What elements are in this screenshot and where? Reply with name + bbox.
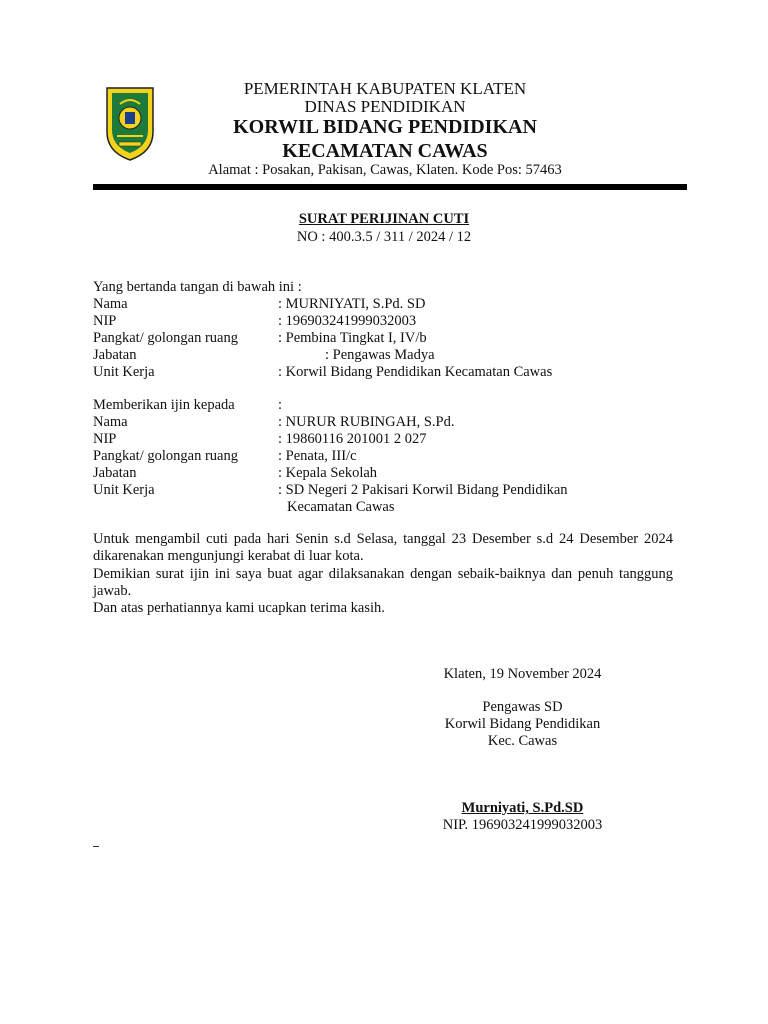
recipient-unit-value-line2: Kecamatan Cawas bbox=[287, 499, 395, 515]
signer-signature-name: Murniyati, S.Pd.SD bbox=[461, 800, 584, 816]
signer-role-1: Pengawas SD bbox=[482, 699, 563, 715]
klaten-regency-emblem-icon bbox=[105, 86, 155, 162]
recipient-unit-label: Unit Kerja bbox=[93, 482, 155, 498]
signer-position-value: : Pengawas Madya bbox=[325, 347, 435, 363]
signer-nip: NIP. 196903241999032003 bbox=[442, 817, 603, 833]
leave-description: Untuk mengambil cuti pada hari Senin s.d Selasa, tanggal 23 Desember s.d 24 Desember 2024 dikarenakan mengunjungi kerabat di luar kota. bbox=[93, 531, 673, 564]
letter-number: NO : 400.3.5 / 311 / 2024 / 12 bbox=[296, 229, 472, 245]
place-date: Klaten, 19 November 2024 bbox=[443, 666, 602, 682]
office-name: KORWIL BIDANG PENDIDIKAN bbox=[233, 116, 537, 138]
recipient-unit-value-line1: : SD Negeri 2 Pakisari Korwil Bidang Pendidikan bbox=[278, 482, 568, 498]
signer-unit-label: Unit Kerja bbox=[93, 364, 155, 380]
recipient-nip-label: NIP bbox=[93, 431, 117, 447]
recipient-nip-value: : 19860116 201001 2 027 bbox=[278, 431, 427, 447]
signer-position-label: Jabatan bbox=[93, 347, 137, 363]
thank-you-line: Dan atas perhatiannya kami ucapkan terima kasih. bbox=[93, 600, 385, 616]
recipient-position-label: Jabatan bbox=[93, 465, 137, 481]
signer-unit-value: : Korwil Bidang Pendidikan Kecamatan Cawas bbox=[278, 364, 553, 380]
signer-name-label: Nama bbox=[93, 296, 128, 312]
recipient-position-value: : Kepala Sekolah bbox=[278, 465, 378, 481]
letter-title: SURAT PERIJINAN CUTI bbox=[298, 211, 470, 227]
recipient-rank-value: : Penata, III/c bbox=[278, 448, 357, 464]
district-name: KECAMATAN CAWAS bbox=[282, 140, 488, 162]
closing-statement: Demikian surat ijin ini saya buat agar dilaksanakan dengan sebaik-baiknya dan penuh tanggung jawab. bbox=[93, 566, 673, 599]
recipient-name-label: Nama bbox=[93, 414, 128, 430]
letterhead-divider bbox=[93, 184, 687, 190]
recipient-name-value: : NURUR RUBINGAH, S.Pd. bbox=[278, 414, 455, 430]
page-mark bbox=[93, 846, 99, 847]
recipient-rank-label: Pangkat/ golongan ruang bbox=[93, 448, 238, 464]
signer-nip-value: : 196903241999032003 bbox=[278, 313, 417, 329]
government-name: PEMERINTAH KABUPATEN KLATEN bbox=[243, 79, 527, 98]
signer-role-2: Korwil Bidang Pendidikan bbox=[444, 716, 601, 732]
intro-text: Yang bertanda tangan di bawah ini : bbox=[93, 279, 302, 295]
office-address: Alamat : Posakan, Pakisan, Cawas, Klaten. Kode Pos: 57463 bbox=[208, 162, 562, 178]
signer-rank-value: : Pembina Tingkat I, IV/b bbox=[278, 330, 427, 346]
grant-colon: : bbox=[278, 397, 283, 413]
signer-nip-label: NIP bbox=[93, 313, 117, 329]
department-name: DINAS PENDIDIKAN bbox=[304, 97, 466, 116]
grant-label: Memberikan ijin kepada bbox=[93, 397, 235, 413]
signer-rank-label: Pangkat/ golongan ruang bbox=[93, 330, 238, 346]
signer-role-3: Kec. Cawas bbox=[487, 733, 558, 749]
signer-name-value: : MURNIYATI, S.Pd. SD bbox=[278, 296, 426, 312]
